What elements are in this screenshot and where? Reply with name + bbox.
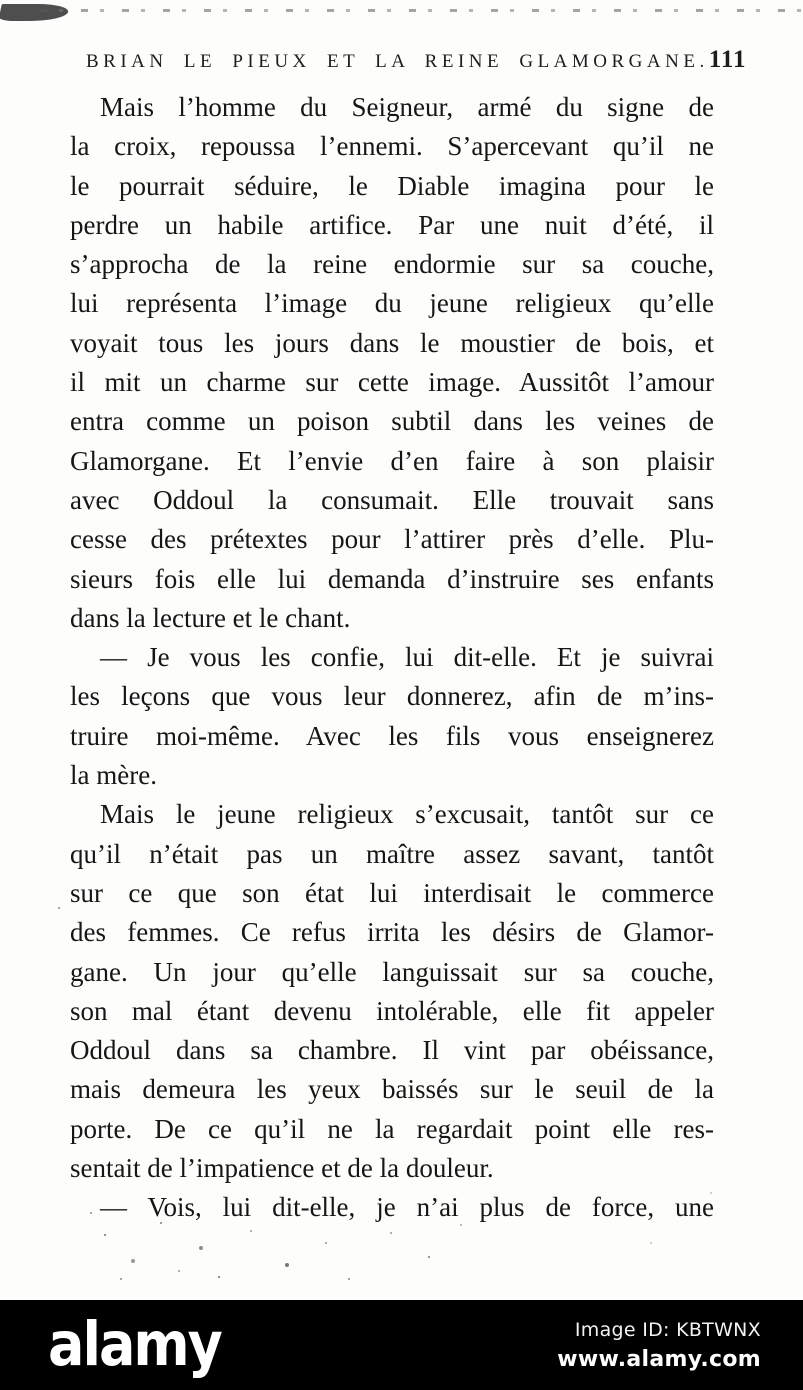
- text-line: s’approcha de la reine endormie sur sa couche,: [70, 249, 714, 280]
- text-line: la mère.: [70, 760, 157, 791]
- text-line: lui représenta l’image du jeune religieux qu’elle: [70, 288, 714, 319]
- page-number: 111: [708, 46, 747, 73]
- text-line: qu’il n’était pas un maître assez savant, tantôt: [70, 838, 714, 869]
- text-line: dans la lecture et le chant.: [70, 602, 351, 633]
- text-line: — Je vous les confie, lui dit-elle. Et je suivrai: [100, 642, 714, 673]
- text-line: Mais le jeune religieux s’excusait, tantôt sur ce: [100, 799, 714, 830]
- text-line: porte. De ce qu’il ne la regardait point elle res-: [70, 1113, 714, 1144]
- text-line: truire moi-même. Avec les fils vous enseignerez: [70, 720, 714, 751]
- alamy-logo: alamy: [48, 1309, 221, 1380]
- text-line: avec Oddoul la consumait. Elle trouvait sans: [70, 484, 714, 515]
- text-line: cesse des prétextes pour l’attirer près d’elle. Plu-: [70, 524, 714, 555]
- text-line: des femmes. Ce refus irrita les désirs de Glamor-: [70, 917, 714, 948]
- text-line: mais demeura les yeux baissés sur le seuil de la: [70, 1074, 714, 1105]
- text-line: entra comme un poison subtil dans les veines de: [70, 406, 714, 437]
- scan-speckles: [90, 1212, 92, 1214]
- watermark-bar: [0, 1300, 803, 1390]
- watermark-info: [557, 1319, 761, 1372]
- text-line: le pourrait séduire, le Diable imagina pour le: [70, 170, 714, 201]
- image-id-text: Image ID: KBTWNX: [574, 1318, 761, 1341]
- page-text: [70, 88, 714, 1228]
- running-title: BRIAN LE PIEUX ET LA REINE GLAMORGANE.: [86, 51, 709, 72]
- text-line: perdre un habile artifice. Par une nuit d’été, il: [70, 209, 714, 240]
- text-line: sur ce que son état lui interdisait le commerce: [70, 877, 714, 908]
- text-line: Oddoul dans sa chambre. Il vint par obéissance,: [70, 1035, 714, 1066]
- text-line: la croix, repoussa l’ennemi. S’apercevant qu’il ne: [70, 131, 714, 162]
- text-line: les leçons que vous leur donnerez, afin de m’ins-: [70, 681, 714, 712]
- scan-dashed-line-artifact: [40, 9, 803, 12]
- website-text: www.alamy.com: [557, 1346, 761, 1372]
- text-line: sentait de l’impatience et de la douleur.: [70, 1153, 494, 1184]
- text-line: gane. Un jour qu’elle languissait sur sa couche,: [70, 956, 714, 987]
- text-line: sieurs fois elle lui demanda d’instruire ses enfants: [70, 563, 714, 594]
- running-header: [72, 46, 747, 74]
- text-line: son mal étant devenu intolérable, elle fit appeler: [70, 995, 714, 1026]
- text-line: Glamorgane. Et l’envie d’en faire à son plaisir: [70, 445, 714, 476]
- scan-smudge-artifact: [0, 4, 70, 21]
- text-line: Mais l’homme du Seigneur, armé du signe de: [100, 92, 714, 122]
- text-line: voyait tous les jours dans le moustier de bois, et: [70, 327, 714, 358]
- text-line: il mit un charme sur cette image. Aussitôt l’amour: [70, 367, 714, 398]
- text-line: — Vois, lui dit-elle, je n’ai plus de force, une: [100, 1192, 714, 1223]
